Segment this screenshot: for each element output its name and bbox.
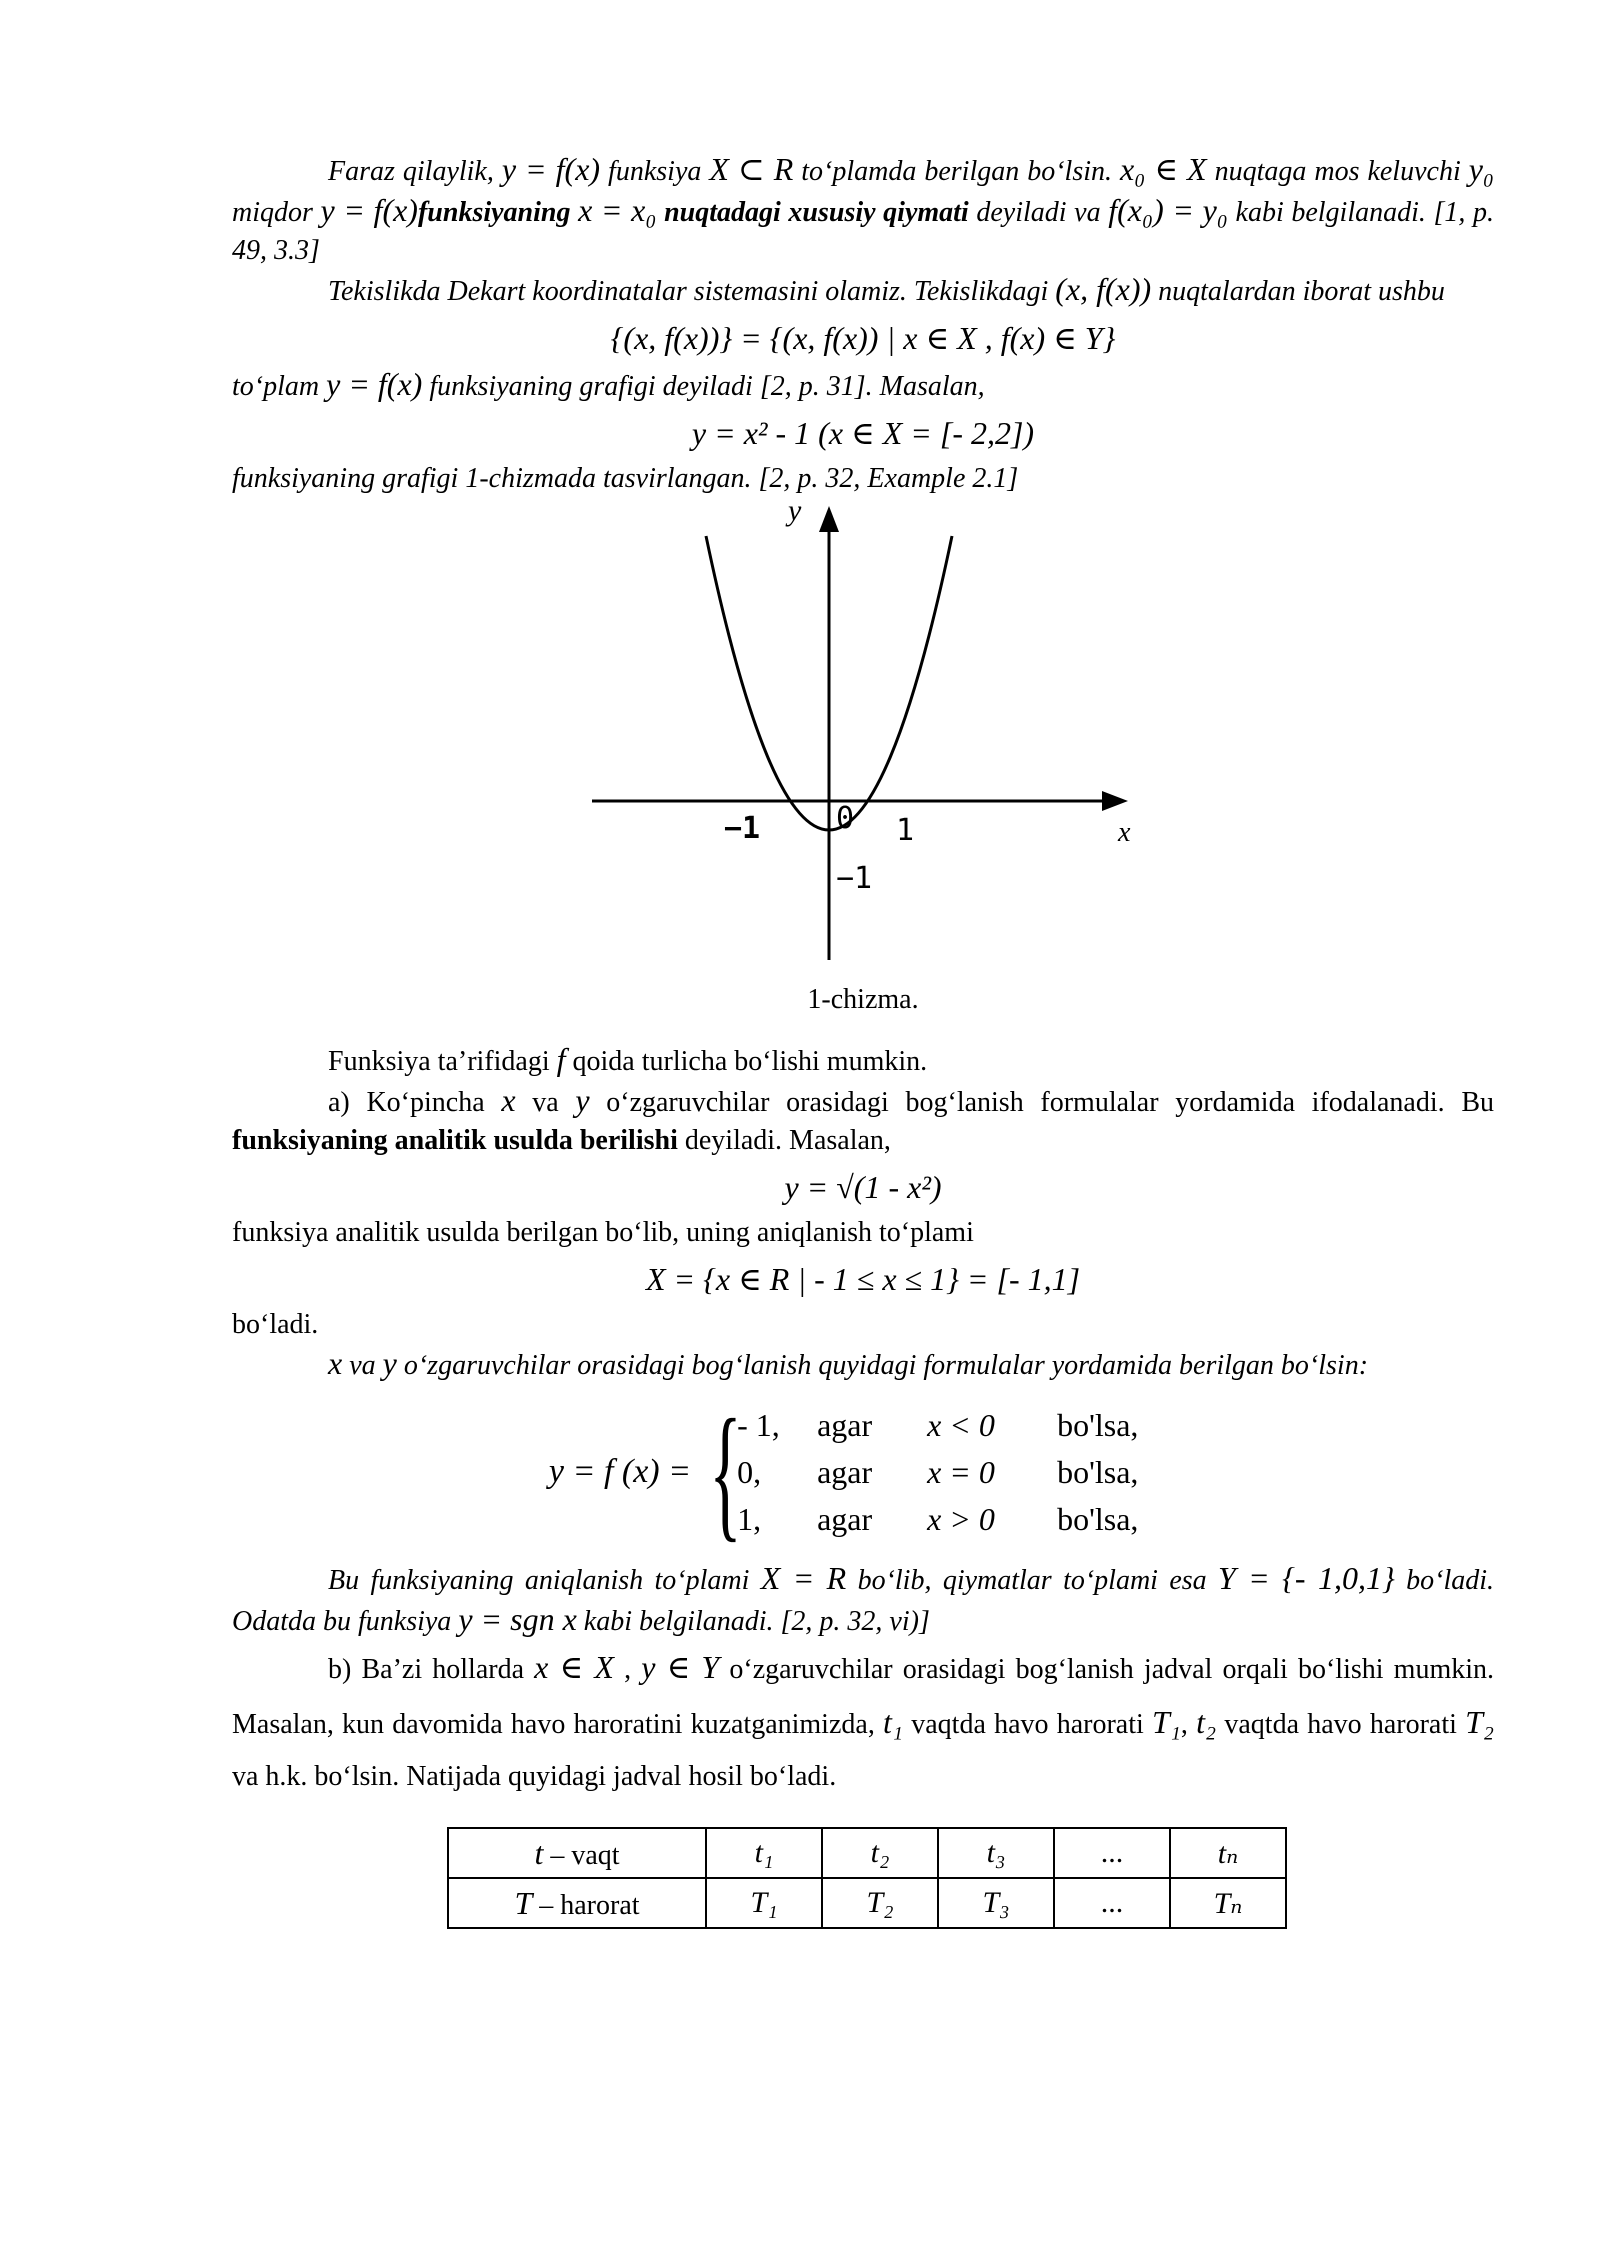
formula-inline: x = x₀	[578, 192, 657, 228]
formula-domain: X = {x ∈ R | - 1 ≤ x ≤ 1} = [- 1,1]	[645, 1261, 1081, 1297]
table-header-cell: T – harorat	[448, 1878, 706, 1928]
y-axis-arrow	[819, 506, 839, 532]
x-axis-arrow	[1102, 791, 1128, 811]
case-cond: agar	[817, 1500, 873, 1537]
table-cell: T₃	[938, 1878, 1054, 1928]
case-end: bo'lsa,	[1057, 1453, 1139, 1490]
formula-sqrt: y = √(1 - x²)	[784, 1169, 942, 1205]
table-cell: ...	[1054, 1878, 1170, 1928]
bold-term: nuqtadagi xususiy qiymati	[656, 197, 969, 228]
formula-inline: T₁	[1152, 1704, 1181, 1740]
formula-inline: X = R	[760, 1560, 847, 1596]
x-axis-label: x	[1118, 817, 1131, 848]
case-value: 0,	[737, 1453, 762, 1490]
table-cell: t₁	[706, 1828, 822, 1878]
formula-inline: y ∈ Y	[641, 1649, 720, 1685]
formula-inline: T₂	[1465, 1704, 1495, 1740]
case-value: 1,	[737, 1500, 762, 1537]
paragraph-rule-intro: Funksiya ta’rifidagi f qoida turlicha bo‘lishi mumkin.	[328, 1041, 928, 1077]
case-relation: x > 0	[927, 1500, 995, 1537]
formula-inline: X ⊂ R	[709, 151, 794, 187]
formula-inline: x₀ ∈ X	[1120, 151, 1207, 187]
table-cell: t₃	[938, 1828, 1054, 1878]
formula-inline: f(x₀) = y₀	[1108, 192, 1228, 228]
paragraph-sgn: Bu funksiyaning aniqlanish to‘plami X = R bo‘lib, qiymatlar to‘plami esa Y = {- 1,0,1} bo‘ladi. Odatda bu funksiya y = sgn x kabi belgilanadi. [2, p. 32, vi)]	[232, 1560, 1495, 1637]
table-cell: T₁	[706, 1878, 822, 1928]
formula-inline: x	[328, 1345, 343, 1381]
formula-inline: t₂	[1196, 1704, 1217, 1740]
paragraph-domain-text: funksiya analitik usulda berilgan bo‘lib, uning aniqlanish to‘plami	[232, 1217, 974, 1248]
paragraph-boladi: bo‘ladi.	[232, 1309, 319, 1340]
formula-inline: x	[501, 1082, 516, 1118]
case-value: - 1,	[737, 1406, 780, 1443]
document-page	[232, 150, 1494, 1929]
formula-inline: Y = {- 1,0,1}	[1218, 1560, 1395, 1596]
formula-inline: y = f(x)	[501, 151, 601, 187]
table-row	[448, 1878, 1286, 1928]
left-brace: {	[709, 1389, 742, 1555]
paragraph-graph-example: to‘plam y = f(x) funksiyaning grafigi deyiladi [2, p. 31]. Masalan,	[232, 366, 985, 402]
piecewise-lhs: y = f (x) =	[548, 1453, 692, 1490]
table-cell: ...	[1054, 1828, 1170, 1878]
formula-inline: (x, f(x))	[1055, 271, 1152, 307]
tick-label-1-x: 1	[896, 813, 915, 848]
formula-piecewise	[232, 1389, 1494, 1555]
table-cell: Tₙ	[1170, 1878, 1286, 1928]
paragraph-analytic: a) Ko‘pincha x va y o‘zgaruvchilar orasidagi bog‘lanish formulalar yordamida ifodalanadi. Bu funksiyaning analitik usulda berilishi deyiladi. Masalan,	[232, 1082, 1494, 1156]
formula-inline: t₁	[883, 1704, 904, 1740]
bold-term: funksiyaning	[417, 197, 579, 228]
formula-inline: y = f(x)	[320, 192, 418, 228]
case-cond: agar	[817, 1453, 873, 1490]
formula-inline: y	[382, 1345, 397, 1381]
table-header-cell: t – vaqt	[448, 1828, 706, 1878]
piecewise-cases	[737, 1407, 1177, 1538]
formula-inline: y₀	[1468, 151, 1495, 187]
paragraph-table-intro: b) Ba’zi hollarda x ∈ X , y ∈ Y o‘zgaruvchilar orasidagi bog‘lanish jadval orqali bo‘lishi mumkin. Masalan, kun davomida havo haroratini kuzatganimizda, t₁ vaqtda havo harorati T₁, t₂ vaqtda havo harorati T₂ va h.k. bo‘lsin. Natijada quyidagi jadval hosil bo‘ladi.	[232, 1649, 1495, 1792]
y-axis-label: y	[788, 498, 802, 527]
paragraph-piecewise-intro: x va y o‘zgaruvchilar orasidagi bog‘lanish quyidagi formulalar yordamida berilgan bo‘lsin:	[328, 1345, 1369, 1381]
case-end: bo'lsa,	[1057, 1406, 1139, 1443]
paragraph-graph-definition: Tekislikda Dekart koordinatalar sistemasini olamiz. Tekislikdagi (x, f(x)) nuqtalardan iborat ushbu	[328, 271, 1445, 307]
temperature-table	[447, 1827, 1287, 1929]
formula-inline: y = f(x)	[326, 366, 423, 402]
table-cell: tₙ	[1170, 1828, 1286, 1878]
parabola-plot	[232, 498, 1494, 978]
figure-parabola	[232, 498, 1494, 978]
bold-term: funksiyaning analitik usulda berilishi	[232, 1125, 678, 1156]
case-cond: agar	[817, 1406, 873, 1443]
table-row	[448, 1828, 1286, 1878]
case-relation: x < 0	[927, 1406, 995, 1443]
case-relation: x = 0	[927, 1453, 995, 1490]
formula-inline: y	[575, 1082, 590, 1118]
tick-label-neg1-y: −1	[836, 861, 873, 896]
paragraph-definition-value: Faraz qilaylik, y = f(x) funksiya X ⊂ R to‘plamda berilgan bo‘lsin. x₀ ∈ X nuqtaga mos keluvchi y₀ miqdor y = f(x)funksiyaning x = x₀ nuqtadagi xususiy qiymati deyiladi va f(x₀) = y₀ kabi belgilanadi. [1, p. 49, 3.3]	[232, 151, 1495, 266]
formula-parabola: y = x² - 1 (x ∈ X = [- 2,2])	[691, 415, 1035, 451]
formula-inline: x ∈ X	[534, 1649, 614, 1685]
formula-inline: f	[556, 1041, 566, 1077]
table-cell: t₂	[822, 1828, 938, 1878]
case-end: bo'lsa,	[1057, 1500, 1139, 1537]
tick-label-neg1-x: −1	[724, 811, 761, 846]
formula-inline: y = sgn x	[458, 1601, 577, 1637]
paragraph-figure-reference: funksiyaning grafigi 1-chizmada tasvirlangan. [2, p. 32, Example 2.1]	[232, 463, 1019, 494]
formula-graph-set: {(x, f(x))} = {(x, f(x)) | x ∈ X , f(x) ∈ Y}	[610, 320, 1116, 356]
figure-caption: 1-chizma.	[807, 984, 919, 1015]
table-cell: T₂	[822, 1878, 938, 1928]
tick-label-origin: 0	[836, 801, 855, 836]
